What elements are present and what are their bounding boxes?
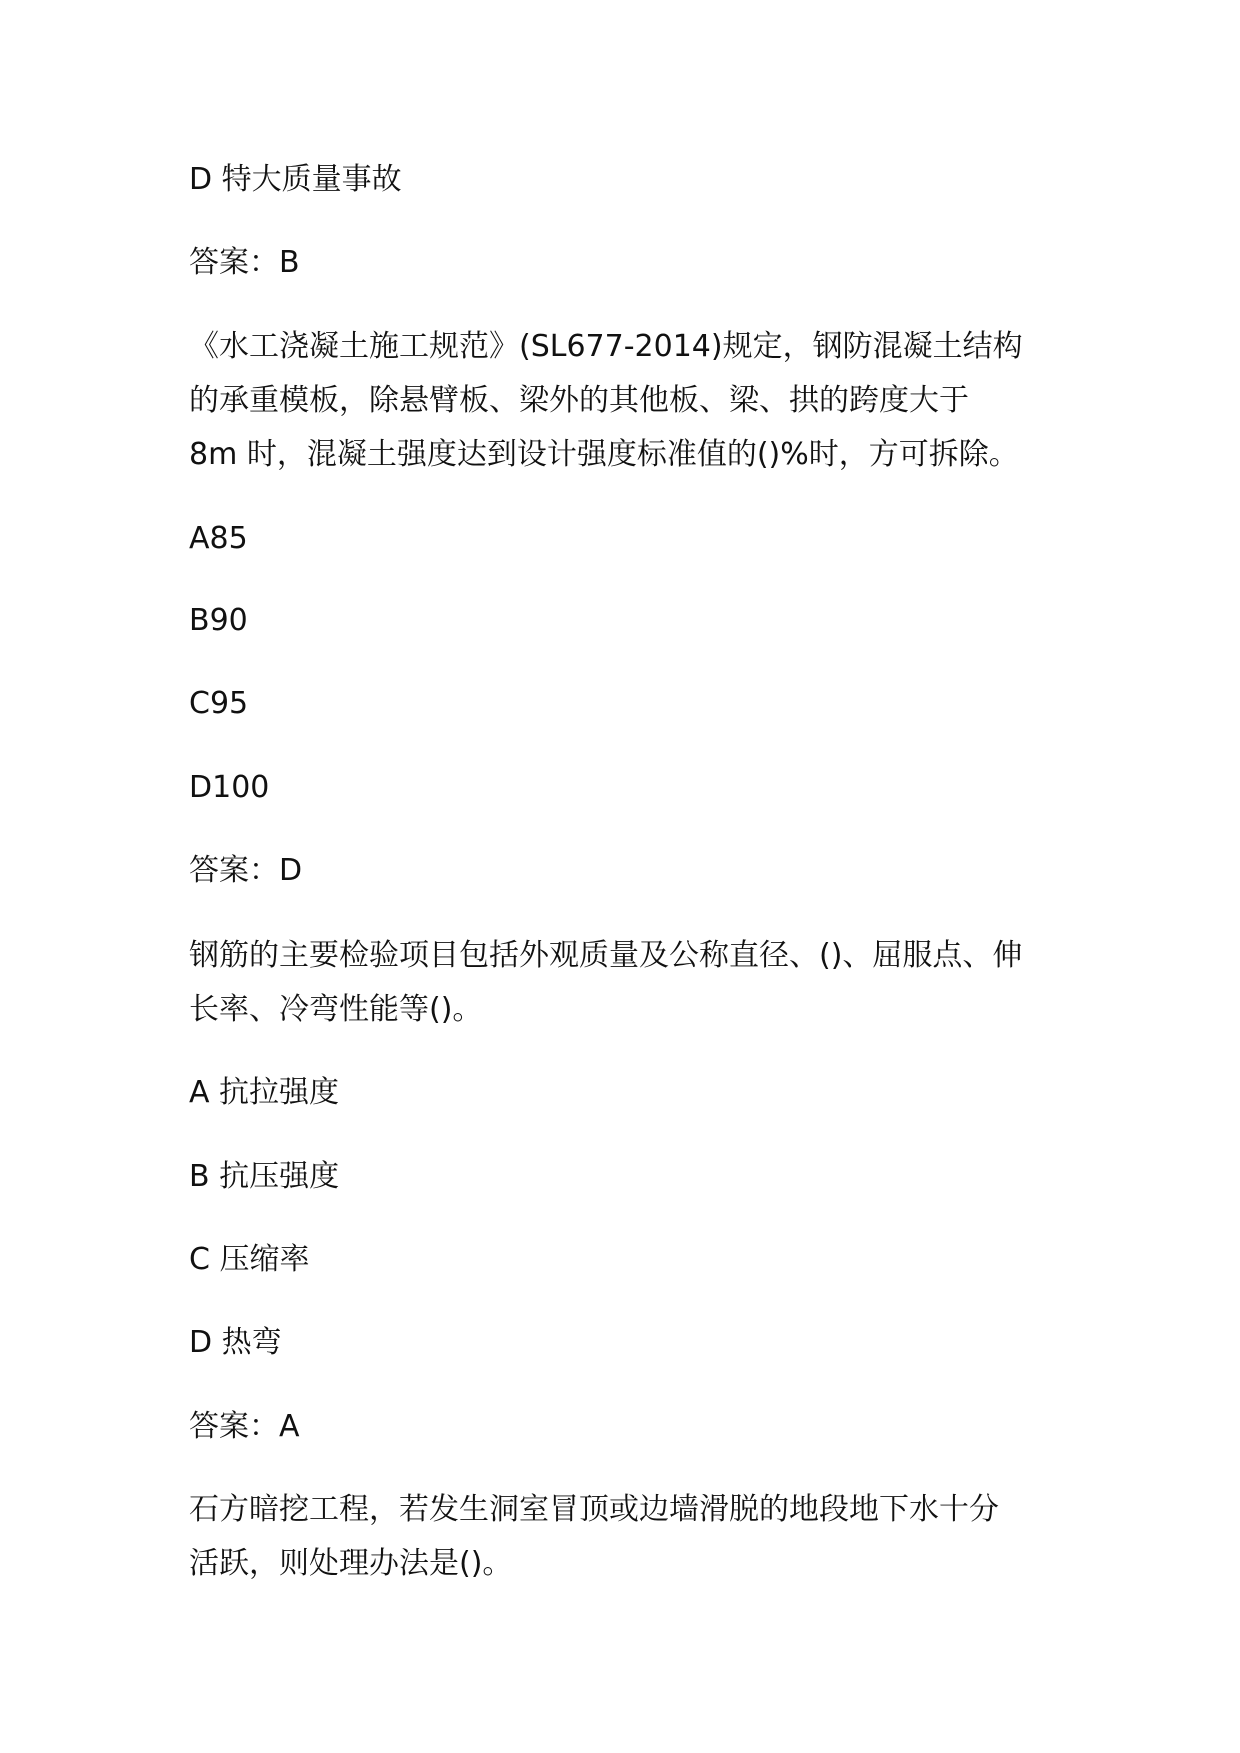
- option-text: [189, 594, 1089, 648]
- answer-text: [189, 236, 1089, 290]
- text-line: 《水工浇凝土施工规范》(SL677-2014)规定，钢防混凝土结构: [189, 329, 1023, 364]
- option-text: [189, 512, 1089, 566]
- text-line: 的承重模板，除悬臂板、梁外的其他板、梁、拱的跨度大于: [189, 383, 969, 418]
- text-line: 活跃，则处理办法是()。: [189, 1546, 513, 1581]
- text-line: C 压缩率: [189, 1242, 310, 1277]
- option-text: [189, 1233, 1089, 1287]
- text-line: 钢筋的主要检验项目包括外观质量及公称直径、()、屈服点、伸: [189, 938, 1023, 973]
- option-text: [189, 761, 1089, 815]
- text-line: 8m 时，混凝土强度达到设计强度标准值的()%时，方可拆除。: [189, 437, 1019, 472]
- text-line: B 抗压强度: [189, 1159, 340, 1194]
- question-text: [189, 1483, 1089, 1591]
- text-line: D 热弯: [189, 1325, 282, 1360]
- option-text: [189, 153, 1089, 207]
- text-line: 答案：D: [189, 853, 303, 888]
- answer-text: [189, 1400, 1089, 1454]
- question-text: [189, 320, 1089, 482]
- option-text: [189, 677, 1089, 731]
- text-line: A 抗拉强度: [189, 1075, 340, 1110]
- option-text: [189, 1150, 1089, 1204]
- text-line: 长率、冷弯性能等()。: [189, 992, 483, 1027]
- text-line: A85: [189, 521, 248, 556]
- text-line: D100: [189, 770, 270, 805]
- text-line: D 特大质量事故: [189, 162, 402, 197]
- text-line: 石方暗挖工程，若发生洞室冒顶或边墙滑脱的地段地下水十分: [189, 1492, 999, 1527]
- question-text: [189, 929, 1089, 1037]
- text-line: B90: [189, 603, 248, 638]
- option-text: [189, 1316, 1089, 1370]
- text-line: C95: [189, 686, 249, 721]
- answer-text: [189, 844, 1089, 898]
- text-line: 答案：B: [189, 245, 300, 280]
- text-line: 答案：A: [189, 1409, 300, 1444]
- option-text: [189, 1066, 1089, 1120]
